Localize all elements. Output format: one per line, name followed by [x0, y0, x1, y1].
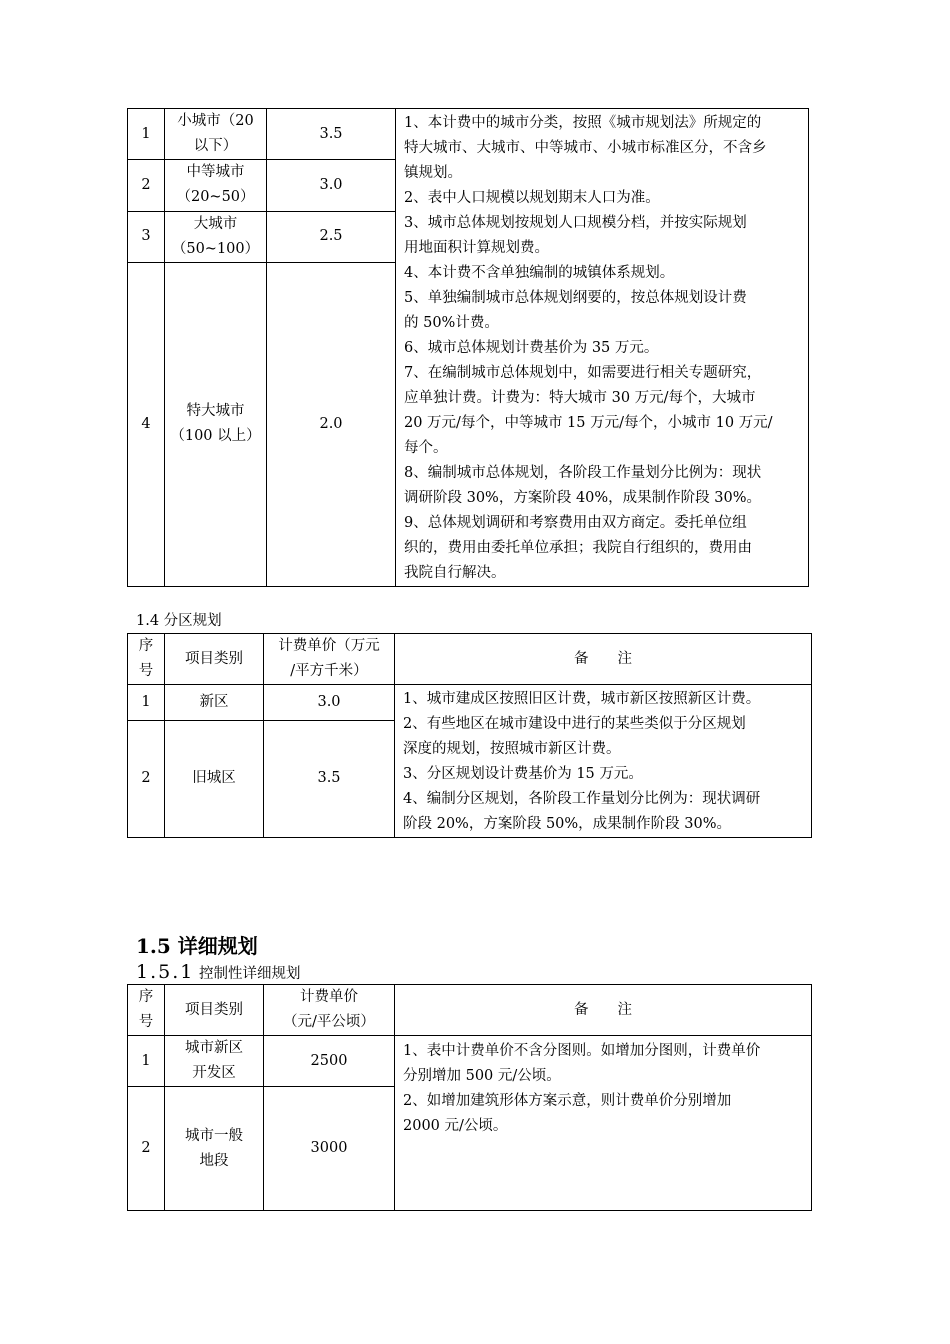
header-category: 项目类别 [165, 985, 264, 1036]
header-category: 项目类别 [165, 634, 264, 685]
section-1-5-heading: 1.5 详细规划 [136, 934, 258, 958]
project-category: 特大城市 （100 以上） [165, 262, 267, 586]
fee-unit-price: 2.5 [267, 211, 396, 262]
project-category: 城市新区 开发区 [165, 1036, 264, 1087]
row-number: 2 [128, 1087, 165, 1211]
fee-unit-price: 3.5 [267, 109, 396, 160]
project-category: 中等城市 （20~50） [165, 160, 267, 211]
fee-unit-price: 2.0 [267, 262, 396, 586]
project-category: 新区 [165, 685, 264, 721]
project-category: 城市一般 地段 [165, 1087, 264, 1211]
section-number: 1.5.1 [136, 961, 195, 983]
project-category: 小城市（20 以下） [165, 109, 267, 160]
row-number: 1 [128, 1036, 165, 1087]
remarks-cell: 1、表中计费单价不含分图则。如增加分图则，计费单价 分别增加 500 元/公顷。 2、如增加建筑形体方案示意，则计费单价分别增加 2000 元/公顷。 [395, 1036, 812, 1211]
district-plan-fee-table [127, 633, 812, 838]
section-1-4-title: 1.4 分区规划 [136, 613, 222, 629]
project-category: 旧城区 [165, 720, 264, 837]
project-category: 大城市 （50~100） [165, 211, 267, 262]
header-price: 计费单价 （元/平公顷） [264, 985, 395, 1036]
row-number: 1 [128, 685, 165, 721]
header-number: 序 号 [128, 985, 165, 1036]
fee-unit-price: 3000 [264, 1087, 395, 1211]
fee-unit-price: 3.0 [267, 160, 396, 211]
fee-unit-price: 3.0 [264, 685, 395, 721]
section-subtitle: 控制性详细规划 [198, 966, 301, 982]
header-price: 计费单价（万元 /平方千米） [264, 634, 395, 685]
city-fee-table [127, 108, 809, 587]
header-remarks: 备 注 [395, 985, 812, 1036]
fee-unit-price: 2500 [264, 1036, 395, 1087]
row-number: 2 [128, 160, 165, 211]
remarks-cell: 1、本计费中的城市分类，按照《城市规划法》所规定的 特大城市、大城市、中等城市、小城市标准区分，不含乡 镇规划。 2、表中人口规模以规划期末人口为准。 3、城市总体规划按规划人口规模分档，并按实际规划 用地面积计算规划费。 4、本计费不含单独编制的城镇体系规划。 5、单独编制城市总体规划纲要的，按总体规划设计费 的 50%计费。 6、城市总体规划计费基价为 35 万元。 7、在编制城市总体规划中，如需要进行相关专题研究， 应单独计费。计费为：特大城市 30 万元/每个，大城市 20 万元/每个，中等城市 15 万元/每个，小城市 10 万元/ 每个。 8、编制城市总体规划，各阶段工作量划分比例为：现状 调研阶段 30%，方案阶段 40%，成果制作阶段 30%。 9、总体规划调研和考察费用由双方商定。委托单位组 织的，费用由委托单位承担；我院自行组织的，费用由 我院自行解决。 [396, 109, 809, 587]
fee-unit-price: 3.5 [264, 720, 395, 837]
section-1-5-1-heading [136, 961, 300, 983]
detailed-plan-fee-table [127, 984, 812, 1211]
row-number: 1 [128, 109, 165, 160]
remarks-cell: 1、城市建成区按照旧区计费，城市新区按照新区计费。 2、有些地区在城市建设中进行的某些类似于分区规划 深度的规划，按照城市新区计费。 3、分区规划设计费基价为 15 万元。 4、编制分区规划，各阶段工作量划分比例为：现状调研 阶段 20%，方案阶段 50%，成果制作阶段 30%。 [395, 685, 812, 838]
row-number: 2 [128, 720, 165, 837]
header-number: 序 号 [128, 634, 165, 685]
row-number: 4 [128, 262, 165, 586]
row-number: 3 [128, 211, 165, 262]
header-remarks: 备 注 [395, 634, 812, 685]
